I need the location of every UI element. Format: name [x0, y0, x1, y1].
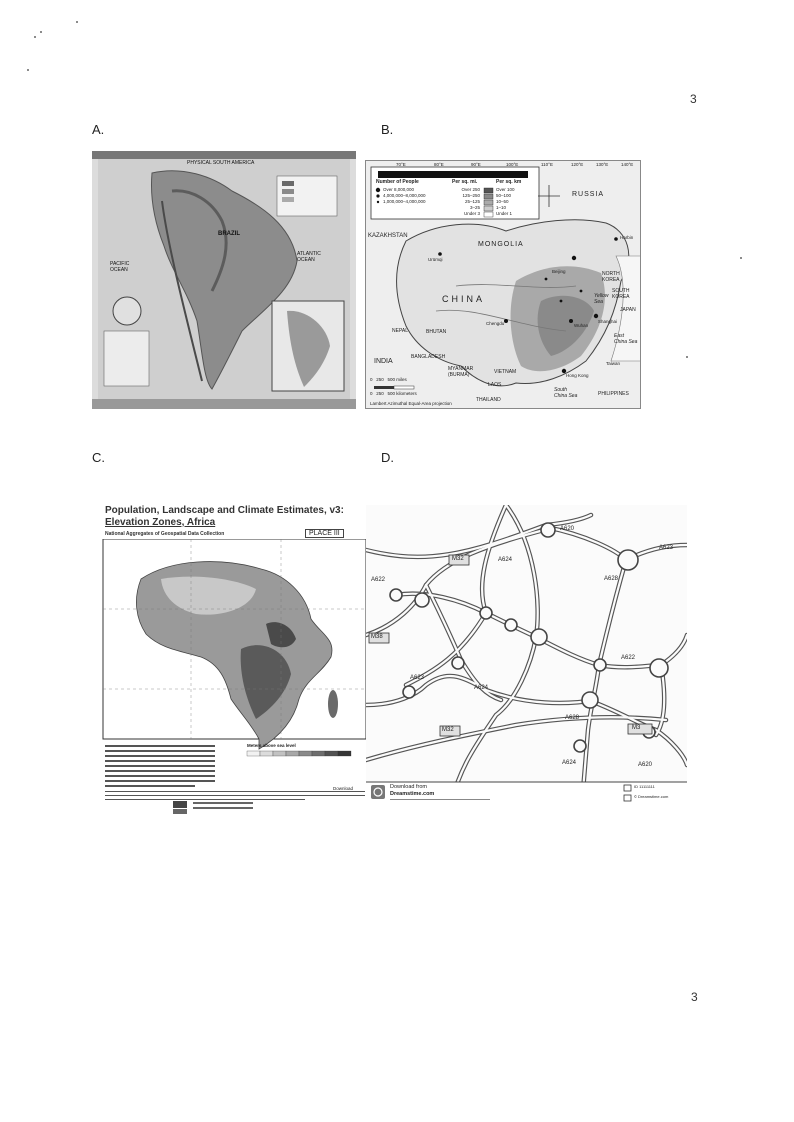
- longitude-label: 140°E: [621, 162, 634, 167]
- city-label: Harbin: [620, 235, 634, 240]
- legend-mi-row: 3–25: [469, 205, 480, 210]
- road-label-a622: A622: [621, 655, 636, 661]
- road-network-map: [366, 505, 687, 803]
- longitude-label: 70°E: [396, 162, 406, 167]
- road-label-a622: A622: [371, 577, 386, 583]
- sea-label: Yellow Sea: [594, 293, 609, 305]
- road-label-a624: A624: [562, 760, 577, 766]
- legend-km-row: Over 100: [496, 187, 515, 192]
- map-c-subtitle: National Aggregates of Geospatial Data Collection: [105, 531, 225, 537]
- legend-mi-row: Under 3: [463, 211, 480, 216]
- map-b-legend-mi: [456, 187, 480, 217]
- city-label: Chengdu: [486, 321, 505, 326]
- legend-people-row: 1,000,000–4,000,000: [383, 199, 426, 204]
- legend-km-row: 50–100: [496, 193, 512, 198]
- country-label-mongolia: MONGOLIA: [478, 241, 524, 248]
- country-label-south-korea: SOUTH KOREA: [612, 288, 630, 300]
- scan-speck: [27, 69, 29, 71]
- legend-mi-row: 25–125: [464, 199, 480, 204]
- city-label: Shanghai: [598, 319, 618, 324]
- map-c-title: Population, Landscape and Climate Estimates, v3:: [105, 505, 344, 516]
- legend-mi-row: 125–250: [462, 193, 480, 198]
- scan-speck: [686, 356, 688, 358]
- country-label-india: INDIA: [374, 358, 393, 365]
- map-b-legend-mi-head: Per sq. mi.: [452, 179, 478, 185]
- footer-id: ID 11111111: [634, 784, 655, 789]
- country-label-kazakhstan: KAZAKHSTAN: [368, 233, 408, 239]
- road-label-a623: A623: [410, 675, 425, 681]
- country-label-philippines: PHILIPPINES: [598, 391, 629, 397]
- road-label-a624: A624: [474, 685, 489, 691]
- road-label-a624: A624: [498, 557, 513, 563]
- map-b-legend-km-head: Per sq. km: [496, 179, 522, 185]
- road-label-m3: M3: [632, 725, 641, 731]
- map-b-projection: Lambert Azimuthal Equal-Area projection: [370, 401, 452, 406]
- country-label-vietnam: VIETNAM: [494, 369, 517, 375]
- panel-label-b: B.: [381, 122, 394, 137]
- city-label: Urümqi: [428, 257, 443, 262]
- map-a-title: PHYSICAL SOUTH AMERICA: [187, 160, 255, 166]
- road-label-m38: M38: [371, 634, 383, 640]
- scan-speck: [740, 257, 742, 259]
- page-number-bottom: 3: [691, 990, 698, 1004]
- road-label-a623: A623: [659, 545, 674, 551]
- map-b-legend-people: [383, 187, 426, 205]
- page-number-top: 3: [690, 92, 697, 106]
- scan-speck: [34, 36, 36, 38]
- scan-speck: [40, 31, 42, 33]
- country-label-laos: LAOS: [488, 382, 502, 388]
- map-c-download: Download: [333, 786, 354, 791]
- panel-label-d: D.: [381, 450, 394, 465]
- sea-label: East China Sea: [614, 333, 638, 345]
- country-label-north-korea: NORTH KOREA: [602, 271, 620, 283]
- longitude-label: 130°E: [596, 162, 609, 167]
- map-b-legend-km: [496, 187, 515, 217]
- longitude-label: 100°E: [506, 162, 519, 167]
- map-b-legend-people-head: Number of People: [376, 179, 419, 185]
- country-label-myanmar: MYANMAR (BURMA): [448, 366, 474, 378]
- south-america-wall-map: [92, 151, 356, 409]
- map-a-label-pacific: PACIFIC OCEAN: [110, 261, 130, 273]
- longitude-label: 90°E: [471, 162, 481, 167]
- map-b-scale-km: 0 250 500 kilometers: [370, 391, 417, 396]
- country-label-russia: RUSSIA: [572, 191, 605, 198]
- road-label-a620: A620: [638, 762, 653, 768]
- city-label: Beijing: [552, 269, 566, 274]
- china-population-map: [365, 160, 641, 409]
- footer-credit: © Dreamstime.com: [634, 794, 669, 799]
- road-label-m32: M32: [452, 556, 464, 562]
- panel-label-a: A.: [92, 122, 105, 137]
- city-label: Wuhan: [574, 323, 589, 328]
- map-a-label-atlantic: ATLANTIC OCEAN: [297, 251, 321, 263]
- road-label-a628: A628: [565, 715, 580, 721]
- legend-km-row: 10–50: [496, 199, 509, 204]
- country-label-japan: JAPAN: [620, 307, 636, 313]
- country-label-nepal: NEPAL: [392, 328, 409, 334]
- scan-speck: [76, 21, 78, 23]
- panel-label-c: C.: [92, 450, 105, 465]
- map-c-badge: PLACE III: [305, 529, 344, 538]
- legend-mi-row: Over 250: [461, 187, 480, 192]
- footer-download-label: Download from: [390, 784, 427, 790]
- legend-km-row: 1–10: [496, 205, 507, 210]
- country-label-china: CHINA: [442, 294, 486, 304]
- map-c-title-2: Elevation Zones, Africa: [105, 517, 216, 528]
- longitude-label: 110°E: [541, 162, 553, 167]
- longitude-label: 120°E: [571, 162, 584, 167]
- sea-label: South China Sea: [554, 387, 578, 399]
- country-label-bhutan: BHUTAN: [426, 329, 447, 335]
- legend-km-row: Under 1: [496, 211, 513, 216]
- legend-people-row: Over 8,000,000: [383, 187, 415, 192]
- road-label-m32: M32: [442, 727, 454, 733]
- footer-brand: Dreamstime.com: [390, 791, 435, 797]
- city-label: Hong Kong: [566, 373, 589, 378]
- legend-people-row: 4,000,000–8,000,000: [383, 193, 426, 198]
- dreamstime-logo-icon: [371, 785, 385, 799]
- map-a-label-brazil: BRAZIL: [218, 231, 240, 237]
- country-label-thailand: THAILAND: [476, 397, 501, 403]
- africa-elevation-poster: [101, 503, 369, 817]
- longitude-label: 80°E: [434, 162, 444, 167]
- map-c-legend-title: Meters above sea level: [247, 743, 296, 748]
- road-label-a620: A620: [560, 526, 575, 532]
- country-label-bangladesh: BANGLADESH: [411, 354, 446, 360]
- road-label-a628: A628: [604, 576, 619, 582]
- map-b-scale-mi: 0 250 500 miles: [370, 377, 407, 382]
- city-label: Taiwan: [606, 361, 621, 366]
